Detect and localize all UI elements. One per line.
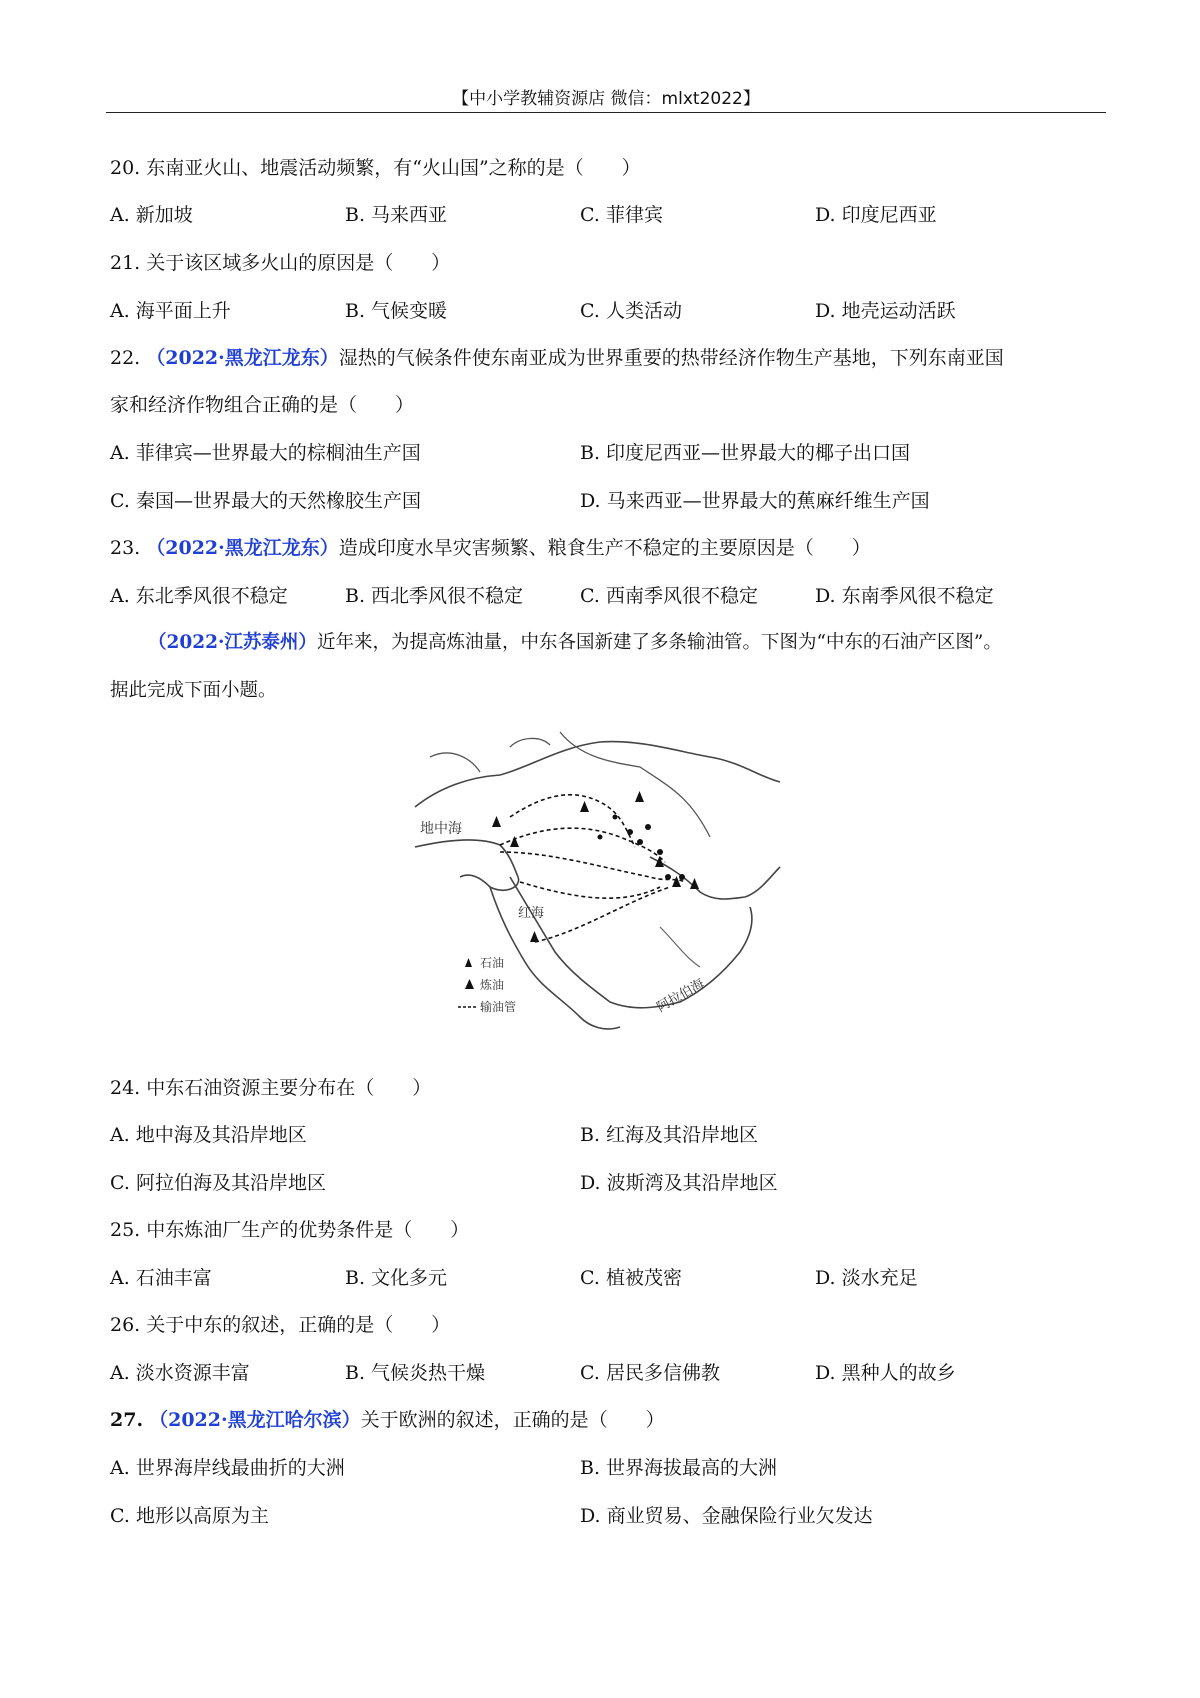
q24-option-b: B. 红海及其沿岸地区 <box>580 1124 759 1146</box>
q20-option-a: A. 新加坡 <box>110 204 193 226</box>
question-source: （2022·黑龙江哈尔滨） <box>149 1409 361 1431</box>
q22-option-a: A. 菲律宾—世界最大的棕榈油生产国 <box>110 442 421 464</box>
q23-option-c: C. 西南季风很不稳定 <box>580 585 758 607</box>
question-source: （2022·黑龙江龙东） <box>146 347 339 369</box>
q24-option-d: D. 波斯湾及其沿岸地区 <box>580 1172 778 1194</box>
q26-option-c: C. 居民多信佛教 <box>580 1362 720 1384</box>
q23-option-b: B. 西北季风很不稳定 <box>345 585 524 607</box>
q25-option-b: B. 文化多元 <box>345 1267 448 1289</box>
q21-option-d: D. 地壳运动活跃 <box>815 300 956 322</box>
q20-option-c: C. 菲律宾 <box>580 204 663 226</box>
question-23-stem <box>110 535 871 561</box>
q26-option-d: D. 黑种人的故乡 <box>815 1362 956 1384</box>
passage-source: （2022·江苏泰州） <box>148 632 317 653</box>
legend-refinery: 炼油 <box>480 978 505 992</box>
q22-option-c: C. 秦国—世界最大的天然橡胶生产国 <box>110 490 421 512</box>
stem-text: 关于欧洲的叙述，正确的是（ ） <box>360 1409 665 1431</box>
question-27-stem <box>110 1407 665 1433</box>
oil-field-marker <box>613 815 618 820</box>
header-divider <box>106 112 1106 113</box>
q23-option-a: A. 东北季风很不稳定 <box>110 585 288 607</box>
q27-option-d: D. 商业贸易、金融保险行业欠发达 <box>580 1505 873 1527</box>
stem-text: 造成印度水旱灾害频繁、粮食生产不稳定的主要原因是（ ） <box>338 537 871 559</box>
red-sea-label: 红海 <box>518 906 545 921</box>
q21-option-c: C. 人类活动 <box>580 300 682 322</box>
legend-pipeline: 输油管 <box>480 1000 517 1014</box>
q26-option-a: A. 淡水资源丰富 <box>110 1362 250 1384</box>
q25-option-d: D. 淡水充足 <box>815 1267 918 1289</box>
q22-option-b: B. 印度尼西亚—世界最大的椰子出口国 <box>580 442 911 464</box>
q27-option-a: A. 世界海岸线最曲折的大洲 <box>110 1457 345 1479</box>
q25-option-a: A. 石油丰富 <box>110 1267 212 1289</box>
q23-option-d: D. 东南季风很不稳定 <box>815 585 994 607</box>
question-number: 27. <box>110 1409 144 1431</box>
question-number: 23. <box>110 537 141 559</box>
page-header: 【中小学教辅资源店 微信：mlxt2022】 <box>452 89 760 109</box>
question-22-stem-cont: 家和经济作物组合正确的是（ ） <box>110 394 415 416</box>
oil-field-marker <box>627 829 633 835</box>
q27-option-c: C. 地形以高原为主 <box>110 1505 269 1527</box>
q21-option-b: B. 气候变暖 <box>345 300 448 322</box>
oil-field-marker <box>598 835 603 840</box>
stem-text: 湿热的气候条件使东南亚成为世界重要的热带经济作物生产基地，下列东南亚国 <box>338 347 1004 369</box>
question-25-stem: 25. 中东炼油厂生产的优势条件是（ ） <box>110 1219 470 1241</box>
question-26-stem: 26. 关于中东的叙述，正确的是（ ） <box>110 1314 451 1336</box>
oil-field-marker <box>645 824 651 830</box>
q26-option-b: B. 气候炎热干燥 <box>345 1362 486 1384</box>
oil-field-marker <box>637 839 643 845</box>
q25-option-c: C. 植被茂密 <box>580 1267 682 1289</box>
passage-intro-cont: 据此完成下面小题。 <box>110 680 277 701</box>
q24-option-c: C. 阿拉伯海及其沿岸地区 <box>110 1172 326 1194</box>
passage-intro <box>148 630 1002 656</box>
sea-label: 地中海 <box>420 821 462 837</box>
question-21-stem: 21. 关于该区域多火山的原因是（ ） <box>110 252 451 274</box>
question-source: （2022·黑龙江龙东） <box>146 537 339 559</box>
q20-option-b: B. 马来西亚 <box>345 204 448 226</box>
arabian-sea-label: 阿拉伯海 <box>654 976 708 1016</box>
legend-oil: 石油 <box>480 956 505 970</box>
oil-field-marker <box>665 874 671 880</box>
question-20-stem: 20. 东南亚火山、地震活动频繁，有“火山国”之称的是（ ） <box>110 157 641 179</box>
passage-text: 近年来，为提高炼油量，中东各国新建了多条输油管。下图为“中东的石油产区图”。 <box>316 632 1002 653</box>
middle-east-oil-map <box>410 727 790 1047</box>
question-22-stem <box>110 345 1004 371</box>
q21-option-a: A. 海平面上升 <box>110 300 231 322</box>
q20-option-d: D. 印度尼西亚 <box>815 204 937 226</box>
q27-option-b: B. 世界海拔最高的大洲 <box>580 1457 778 1479</box>
question-number: 22. <box>110 347 141 369</box>
q22-option-d: D. 马来西亚—世界最大的蕉麻纤维生产国 <box>580 490 930 512</box>
question-24-stem: 24. 中东石油资源主要分布在（ ） <box>110 1077 432 1099</box>
oil-field-marker <box>657 849 663 855</box>
oil-field-marker <box>679 874 685 880</box>
q24-option-a: A. 地中海及其沿岸地区 <box>110 1124 307 1146</box>
